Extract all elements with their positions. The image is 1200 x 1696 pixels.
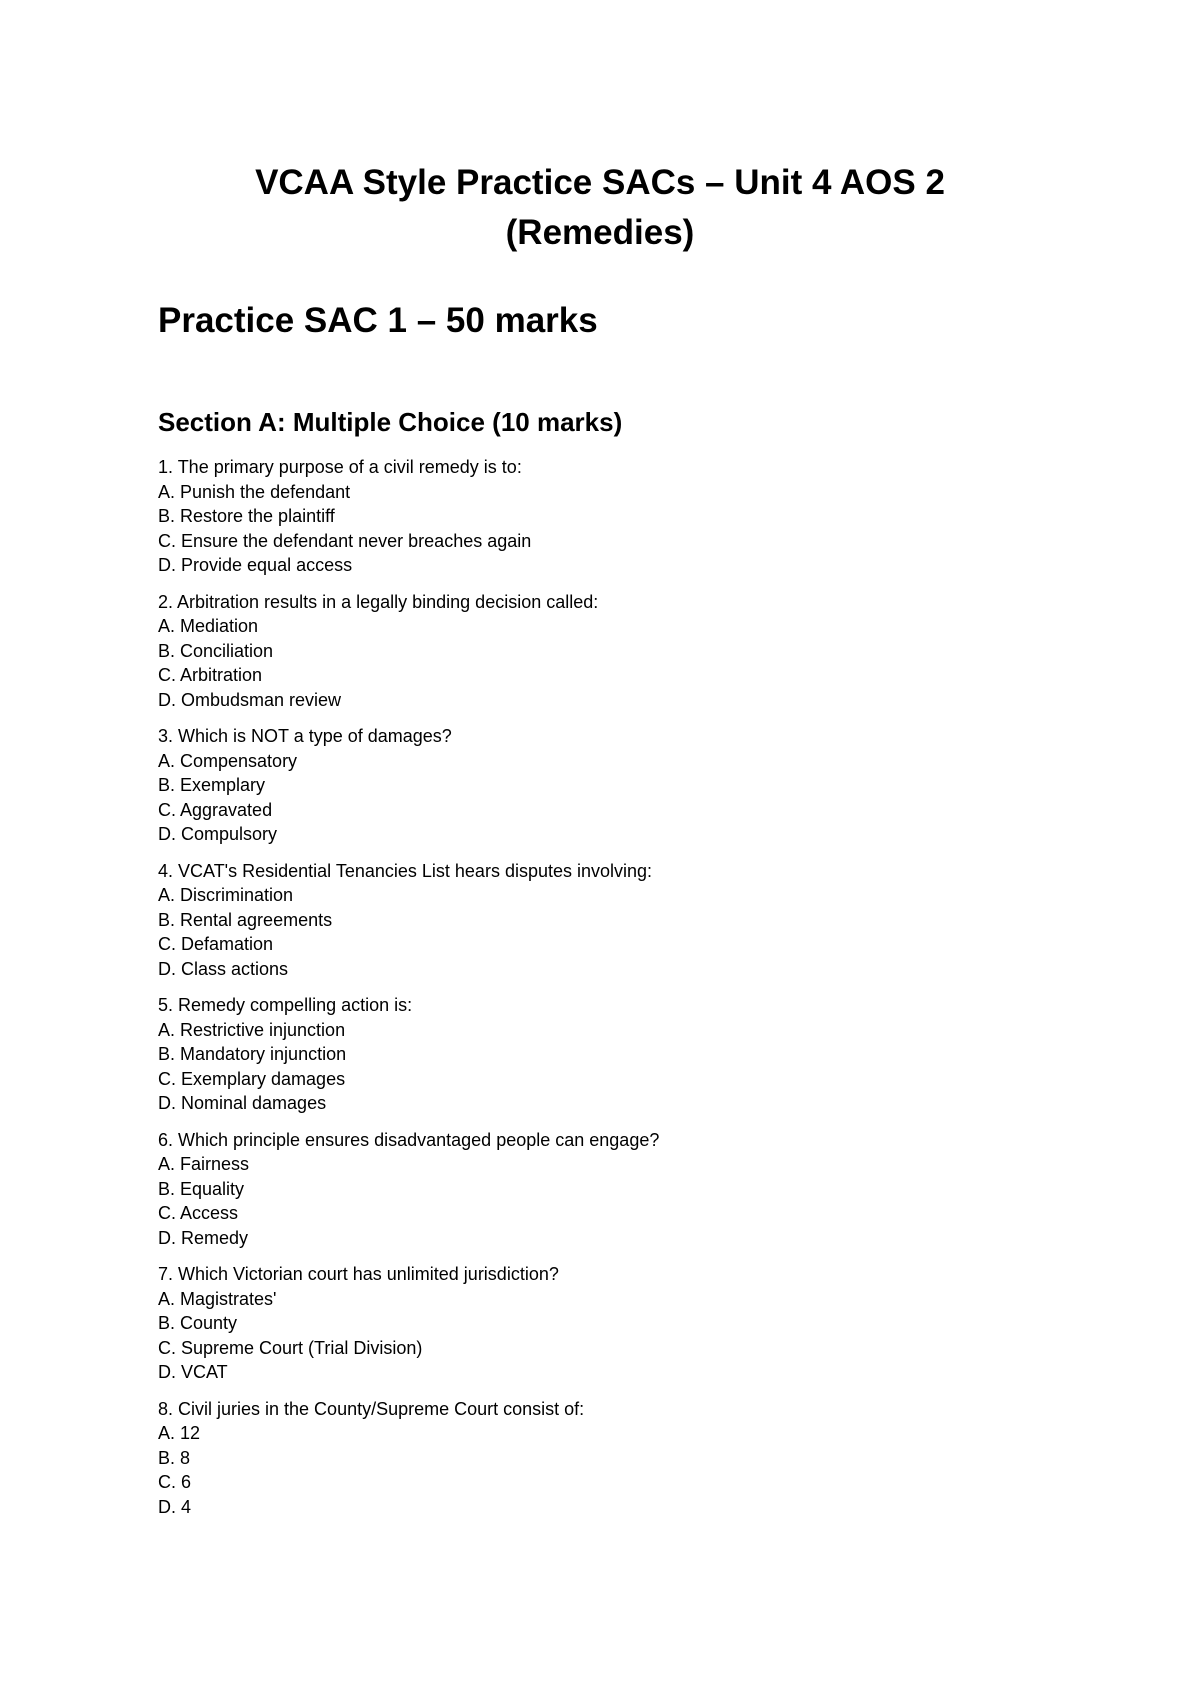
- answer-option: B. Equality: [158, 1178, 245, 1199]
- answer-option: A. Mediation: [158, 616, 259, 636]
- answer-option: D. 4: [158, 1496, 192, 1517]
- answer-option: D. Remedy: [158, 1227, 249, 1248]
- question-2: [158, 590, 1058, 713]
- answer-option: B. Rental agreements: [158, 909, 333, 930]
- answer-option: B. County: [158, 1313, 238, 1333]
- answer-option: C. Arbitration: [158, 665, 263, 685]
- answer-options: [158, 749, 1058, 847]
- answer-option: D. Nominal damages: [158, 1093, 327, 1113]
- answer-option: D. Ombudsman review: [158, 689, 342, 710]
- answer-option: C. Supreme Court (Trial Division): [158, 1337, 423, 1358]
- practice-sac-title: Practice SAC 1 – 50 marks: [158, 301, 598, 340]
- document-title-line-2: (Remedies): [505, 213, 695, 252]
- question-list: [158, 455, 1058, 1531]
- question-stem: 8. Civil juries in the County/Supreme Court consist of:: [158, 1398, 585, 1419]
- question-stem: 5. Remedy compelling action is:: [158, 995, 413, 1015]
- answer-option: A. Fairness: [158, 1154, 250, 1174]
- answer-option: D. VCAT: [158, 1362, 228, 1382]
- section-a-title: Section A: Multiple Choice (10 marks): [158, 407, 623, 437]
- answer-option: C. Access: [158, 1203, 239, 1223]
- answer-option: A. Restrictive injunction: [158, 1019, 346, 1040]
- question-stem: 1. The primary purpose of a civil remedy is to:: [158, 457, 522, 477]
- answer-option: B. 8: [158, 1447, 191, 1468]
- question-5: [158, 993, 1058, 1116]
- document-title: [0, 158, 1200, 258]
- answer-option: C. Ensure the defendant never breaches again: [158, 530, 532, 551]
- answer-options: [158, 1018, 1058, 1116]
- question-6: [158, 1128, 1058, 1251]
- answer-option: D. Compulsory: [158, 824, 278, 844]
- answer-option: A. Punish the defendant: [158, 481, 351, 502]
- answer-options: [158, 614, 1058, 712]
- answer-options: [158, 480, 1058, 578]
- answer-option: C. Aggravated: [158, 799, 273, 820]
- answer-options: [158, 1421, 1058, 1519]
- answer-option: A. Magistrates': [158, 1288, 277, 1309]
- answer-options: [158, 1287, 1058, 1385]
- question-stem: 3. Which is NOT a type of damages?: [158, 726, 452, 746]
- question-8: [158, 1397, 1058, 1520]
- answer-option: C. Defamation: [158, 934, 274, 954]
- question-stem: 4. VCAT's Residential Tenancies List hears disputes involving:: [158, 860, 653, 881]
- answer-options: [158, 883, 1058, 981]
- answer-option: B. Conciliation: [158, 640, 274, 661]
- answer-option: B. Restore the plaintiff: [158, 506, 335, 526]
- answer-option: A. Compensatory: [158, 750, 298, 771]
- question-7: [158, 1262, 1058, 1385]
- question-1: [158, 455, 1058, 578]
- answer-option: D. Provide equal access: [158, 555, 353, 575]
- answer-option: C. 6: [158, 1472, 192, 1492]
- answer-option: B. Mandatory injunction: [158, 1044, 347, 1064]
- answer-option: A. Discrimination: [158, 885, 294, 905]
- question-stem: 2. Arbitration results in a legally binding decision called:: [158, 591, 599, 612]
- question-stem: 7. Which Victorian court has unlimited jurisdiction?: [158, 1264, 559, 1284]
- answer-option: C. Exemplary damages: [158, 1068, 346, 1089]
- question-3: [158, 724, 1058, 847]
- answer-option: A. 12: [158, 1423, 201, 1443]
- question-4: [158, 859, 1058, 982]
- question-stem: 6. Which principle ensures disadvantaged people can engage?: [158, 1129, 660, 1150]
- document-title-line-1: VCAA Style Practice SACs – Unit 4 AOS 2: [255, 163, 945, 202]
- answer-option: B. Exemplary: [158, 775, 266, 795]
- answer-options: [158, 1152, 1058, 1250]
- answer-option: D. Class actions: [158, 958, 289, 979]
